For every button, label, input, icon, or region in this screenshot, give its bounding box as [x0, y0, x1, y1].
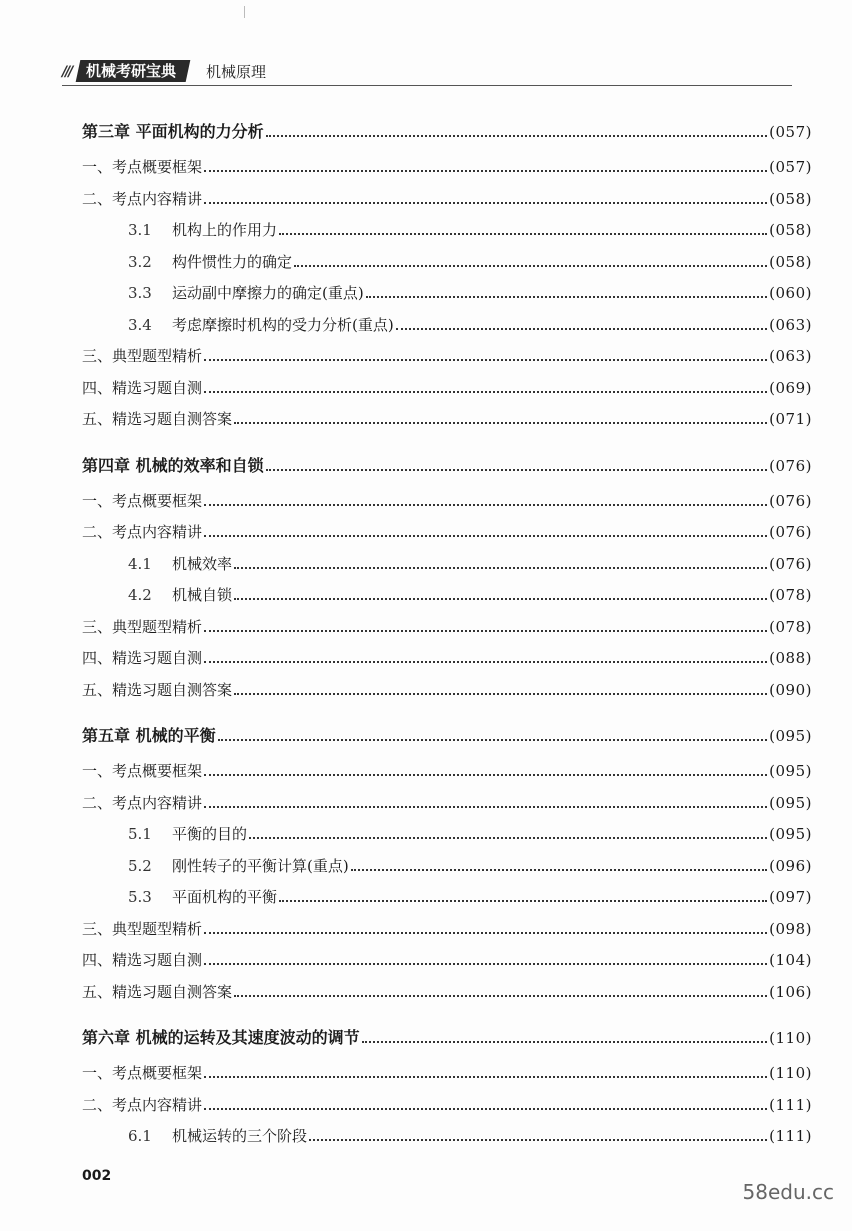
toc-section-row[interactable]	[82, 789, 812, 813]
toc-page-number: (088)	[769, 649, 812, 667]
toc-section-row[interactable]	[82, 1059, 812, 1083]
toc-entry-title: 第四章 机械的效率和自锁	[82, 455, 264, 475]
dot-leader	[204, 359, 767, 361]
toc-entry-text: 构件惯性力的确定	[172, 252, 293, 271]
toc-section-row[interactable]	[82, 644, 812, 668]
toc-page-number: (058)	[769, 221, 812, 239]
toc-page-number: (076)	[769, 554, 812, 573]
header-slashes: ///	[62, 64, 72, 80]
book-subject: 机械原理	[206, 63, 267, 81]
toc-chapter-row[interactable]	[82, 1024, 812, 1048]
toc-page-number: (060)	[769, 284, 812, 302]
toc-entry-number: 3.3	[128, 284, 152, 302]
toc-subsection-row[interactable]	[82, 279, 812, 303]
toc-entry-title	[82, 554, 232, 574]
toc-page-number: (076)	[769, 523, 812, 541]
dot-leader	[204, 170, 767, 172]
toc-entry-number: 5.3	[128, 888, 152, 906]
toc-entry-title: 四、精选习题自测	[82, 951, 203, 969]
toc-entry-text: 机构上的作用力	[172, 221, 278, 239]
toc-subsection-row[interactable]	[82, 581, 812, 605]
toc-entry-number: 3.1	[128, 221, 152, 239]
dot-leader	[218, 739, 768, 741]
toc-chapter-row[interactable]	[82, 722, 812, 746]
dot-leader	[204, 504, 767, 506]
toc-entry-number: 5.1	[128, 825, 152, 843]
toc-page-number: (095)	[769, 793, 812, 812]
toc-page-number: (111)	[769, 1095, 812, 1114]
toc-entry-title: 五、精选习题自测答案	[82, 410, 233, 428]
toc-entry-title	[82, 220, 277, 240]
dot-leader	[249, 837, 767, 839]
toc-section-row[interactable]	[82, 757, 812, 781]
toc-entry-title: 三、典型题型精析	[82, 347, 203, 365]
toc-entry-title: 五、精选习题自测答案	[82, 680, 233, 699]
toc-page-number: (078)	[769, 617, 812, 636]
toc-page-number: (110)	[769, 1029, 812, 1047]
toc-page-number: (106)	[769, 982, 812, 1001]
toc-entry-title: 一、考点概要框架	[82, 158, 203, 176]
dot-leader	[266, 135, 768, 137]
dot-leader	[366, 296, 767, 298]
toc-page-number: (110)	[769, 1064, 812, 1082]
toc-entry-title	[82, 585, 232, 605]
toc-page-number: (097)	[769, 888, 812, 906]
dot-leader	[234, 598, 767, 600]
toc-entry-title	[82, 315, 394, 335]
toc-subsection-row[interactable]	[82, 852, 812, 876]
toc-entry-title	[82, 824, 247, 844]
toc-page-number: (058)	[769, 189, 812, 208]
toc-entry-title	[82, 283, 364, 303]
toc-entry-number: 4.1	[128, 554, 152, 573]
toc-entry-text: 考虑摩擦时机构的受力分析(重点)	[172, 315, 394, 334]
dot-leader	[204, 630, 767, 632]
toc-section-row[interactable]	[82, 185, 812, 209]
dot-leader	[266, 469, 768, 471]
toc-entry-title: 三、典型题型精析	[82, 617, 203, 636]
toc-entry-text: 机械效率	[172, 554, 233, 573]
dot-leader	[234, 995, 767, 997]
toc-page-number: (104)	[769, 951, 812, 969]
toc-section-row[interactable]	[82, 374, 812, 398]
toc-page-number: (076)	[769, 456, 812, 475]
toc-page-number: (071)	[769, 410, 812, 428]
watermark: 58edu.cc	[742, 1180, 834, 1204]
toc-entry-title	[82, 856, 349, 876]
dot-leader	[204, 391, 767, 393]
book-series-label: 机械考研宝典	[86, 62, 177, 80]
dot-leader	[362, 1041, 768, 1043]
toc-section-row[interactable]	[82, 153, 812, 177]
toc-entry-number: 3.4	[128, 315, 152, 334]
header-rule	[62, 85, 792, 86]
toc-chapter-row[interactable]	[82, 118, 812, 142]
toc-entry-text: 平面机构的平衡	[172, 888, 278, 906]
toc-section-row[interactable]	[82, 405, 812, 429]
toc-entry-title: 四、精选习题自测	[82, 378, 203, 397]
toc-subsection-row[interactable]	[82, 216, 812, 240]
dot-leader	[204, 806, 767, 808]
dot-leader	[396, 328, 767, 330]
toc-section-row[interactable]	[82, 613, 812, 637]
toc-entry-title: 一、考点概要框架	[82, 762, 203, 780]
scan-mark	[244, 6, 245, 18]
dot-leader	[309, 1139, 767, 1141]
toc-section-row[interactable]	[82, 518, 812, 542]
page-number: 002	[82, 1168, 112, 1184]
toc-entry-number: 5.2	[128, 856, 152, 875]
toc-subsection-row[interactable]	[82, 550, 812, 574]
toc-page-number: (098)	[769, 919, 812, 938]
dot-leader	[279, 900, 767, 902]
toc-entry-title: 三、典型题型精析	[82, 919, 203, 938]
dot-leader	[351, 869, 767, 871]
dot-leader	[204, 932, 767, 934]
toc-entry-number: 4.2	[128, 586, 152, 604]
toc-page-number: (090)	[769, 680, 812, 699]
toc-page-number: (076)	[769, 491, 812, 510]
toc-page-number: (063)	[769, 315, 812, 334]
toc-page-number: (057)	[769, 123, 812, 141]
toc-page-number: (111)	[769, 1127, 812, 1145]
dot-leader	[204, 774, 767, 776]
toc-section-row[interactable]	[82, 946, 812, 970]
toc-entry-title: 二、考点内容精讲	[82, 1095, 203, 1114]
toc-entry-title: 第三章 平面机构的力分析	[82, 122, 264, 141]
toc-entry-number: 6.1	[128, 1127, 152, 1145]
toc-section-row[interactable]	[82, 676, 812, 700]
toc-entry-title	[82, 887, 277, 907]
toc-section-row[interactable]	[82, 342, 812, 366]
toc-page-number: (095)	[769, 727, 812, 745]
dot-leader	[204, 1076, 767, 1078]
running-header	[62, 58, 792, 88]
toc-subsection-row[interactable]	[82, 311, 812, 335]
dot-leader	[234, 567, 767, 569]
toc-entry-text: 平衡的目的	[172, 825, 248, 843]
toc-section-row[interactable]	[82, 915, 812, 939]
toc-entry-title: 一、考点概要框架	[82, 491, 203, 510]
dot-leader	[294, 265, 767, 267]
toc-entry-title	[82, 252, 292, 272]
toc-entry-text: 机械自锁	[172, 586, 233, 604]
toc-entry-title: 二、考点内容精讲	[82, 189, 203, 208]
dot-leader	[204, 535, 767, 537]
toc-page-number: (057)	[769, 158, 812, 176]
dot-leader	[204, 202, 767, 204]
toc-page-number: (078)	[769, 586, 812, 604]
dot-leader	[279, 233, 767, 235]
toc-entry-title: 第五章 机械的平衡	[82, 726, 216, 745]
toc-page-number: (095)	[769, 825, 812, 843]
toc-entry-title: 一、考点概要框架	[82, 1064, 203, 1082]
dot-leader	[234, 693, 767, 695]
toc-entry-number: 3.2	[128, 252, 152, 271]
toc-subsection-row[interactable]	[82, 248, 812, 272]
dot-leader	[204, 963, 767, 965]
toc-page-number: (069)	[769, 378, 812, 397]
toc-entry-text: 机械运转的三个阶段	[172, 1127, 308, 1145]
dot-leader	[204, 661, 767, 663]
toc-page-number: (058)	[769, 252, 812, 271]
toc-entry-title: 第六章 机械的运转及其速度波动的调节	[82, 1028, 360, 1047]
toc-section-row[interactable]	[82, 487, 812, 511]
toc-entry-text: 运动副中摩擦力的确定(重点)	[172, 284, 364, 302]
toc-entry-title: 四、精选习题自测	[82, 649, 203, 667]
toc-subsection-row[interactable]	[82, 883, 812, 907]
toc-chapter-row[interactable]	[82, 452, 812, 476]
toc-page-number: (095)	[769, 762, 812, 780]
toc-section-row[interactable]	[82, 978, 812, 1002]
toc-page-number: (063)	[769, 347, 812, 365]
toc-entry-title: 二、考点内容精讲	[82, 523, 203, 541]
toc-entry-title: 二、考点内容精讲	[82, 793, 203, 812]
book-series-badge	[76, 60, 191, 82]
toc-entry-title	[82, 1126, 307, 1146]
dot-leader	[204, 1108, 767, 1110]
toc-page-number: (096)	[769, 856, 812, 875]
toc-subsection-row[interactable]	[82, 1122, 812, 1146]
toc-subsection-row[interactable]	[82, 820, 812, 844]
toc-entry-text: 刚性转子的平衡计算(重点)	[172, 856, 349, 875]
toc-entry-title: 五、精选习题自测答案	[82, 982, 233, 1001]
dot-leader	[234, 422, 767, 424]
toc-section-row[interactable]	[82, 1091, 812, 1115]
